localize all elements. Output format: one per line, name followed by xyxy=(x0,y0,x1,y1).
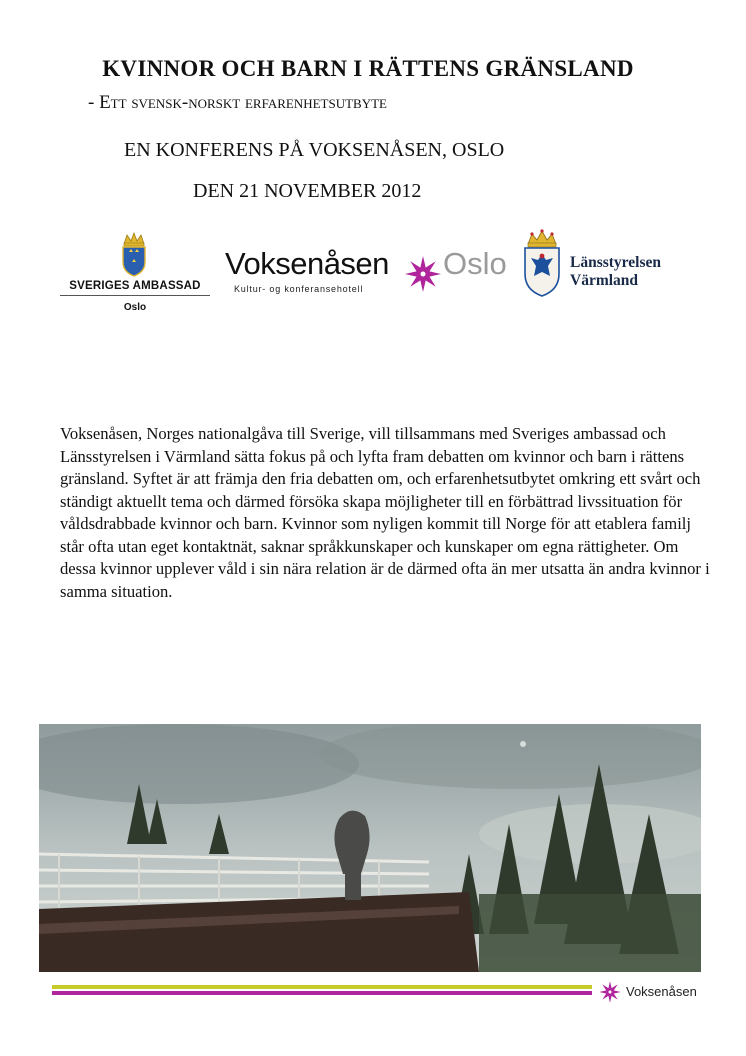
voksenasen-logo xyxy=(225,246,515,300)
lansstyrelsen-line1: Länsstyrelsen xyxy=(570,254,662,271)
star-flower-icon xyxy=(403,254,443,294)
date-line: DEN 21 NOVEMBER 2012 xyxy=(193,180,422,202)
lansstyrelsen-name xyxy=(570,254,661,290)
venue-line: EN KONFERENS PÅ VOKSENÅSEN, OSLO xyxy=(124,139,505,161)
voksenasen-city: Oslo xyxy=(443,246,507,281)
star-flower-icon xyxy=(598,980,622,1004)
ambassad-name: SVERIGES AMBASSAD xyxy=(60,280,210,296)
footer-stripe-lime xyxy=(52,985,592,989)
page-title: KVINNOR OCH BARN I RÄTTENS GRÄNSLAND xyxy=(102,56,634,81)
ambassad-city: Oslo xyxy=(123,302,147,313)
footer-brand-name: Voksenåsen xyxy=(626,984,697,999)
footer-brand xyxy=(598,980,718,1006)
voksenasen-wordmark: Voksenåsen xyxy=(225,246,389,281)
footer-stripes xyxy=(52,985,592,997)
terrace-photo xyxy=(39,724,701,972)
lansstyrelsen-logo xyxy=(520,228,680,300)
body-paragraph: Voksenåsen, Norges nationalgåva till Sverige, vill tillsammans med Sveriges ambassad och Länsstyrelsen i Värmland sätta fokus på och lyfta fram debatten om kvinnor och barn i rättens gränsland. Syftet är att främja den fria debatten om, och erfarenhetsutbytet omkring ett svårt och ständigt aktuellt tema och därmed försöka skapa möjligheter till en förbättrad livssituation för våldsdrabbade kvinnor och barn. Kvinnor som nyligen kommit till Norge för att etablera familj står ofta utan eget kontaktnät, saknar språkkunskaper och kunskaper om egna rättigheter. Om dessa kvinnor upplever våld i sin nära relation är de därmed ofta än mer utsatta än andra kvinnor i samma situation. xyxy=(60,424,710,601)
voksenasen-tagline: Kultur- og konferansehotell xyxy=(234,284,364,294)
page-subtitle: - Ett svensk-norskt erfarenhetsutbyte xyxy=(88,92,387,113)
crown-shield-icon xyxy=(118,230,150,278)
footer-stripe-magenta xyxy=(52,991,592,995)
eagle-shield-icon xyxy=(520,228,564,298)
sveriges-ambassad-logo xyxy=(60,230,210,316)
terrace-photo-illustration xyxy=(39,724,701,972)
lansstyrelsen-line2: Värmland xyxy=(570,272,639,289)
